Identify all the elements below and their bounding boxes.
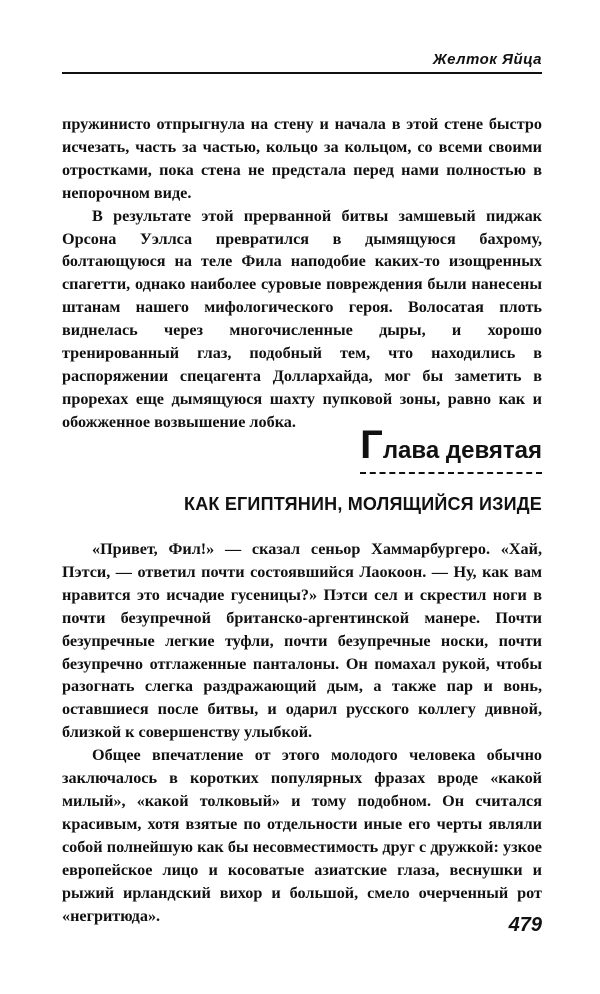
top-text-block [62, 113, 542, 434]
paragraph: Общее впечатление от этого молодого человека обычно заключалось в коротких популярных фразах вроде «какой милый», «какой толковый» и тому подобном. Он считался красивым, хотя взятые по отдельности иные его черты являли собой полнейшую как бы несовместимость друг с дружкой: узкое европейское лицо и косоватые азиатские глаза, веснушки и рыжий ирландский вихор и большой, смело очерченный рот «негритюда». [62, 746, 542, 925]
chapter-title-text: лава девятая [382, 437, 542, 464]
paragraph: В результате этой прерванной битвы замшевый пиджак Орсона Уэллса превратился в дымящуюся бахрому, болтающуюся на теле Фила наподобие каких-то изощренных спагетти, однако наиболее суровые повреждения были нанесены штанам нашего мифологического героя. Волосатая плоть виднелась через многочисленные дыры, и хорошо тренированный глаз, подобный тем, что находились в распоряжении спецагента Доллархайда, мог бы заметить в прорехах еще дымящуюся шахту пупковой зоны, равно как и обожженное возвышение лобка. [62, 206, 542, 431]
section-title: КАК ЕГИПТЯНИН, МОЛЯЩИЙСЯ ИЗИДЕ [184, 494, 542, 514]
chapter-heading [62, 423, 542, 474]
paragraph: «Привет, Фил!» — сказал сеньор Хаммарбургеро. «Хай, Пэтси, — ответил почти состоявшийся Лаокоон. — Ну, как вам нравится это исчадие гусеницы?» Пэтси сел и скрестил ноги в почти безупречной британско-аргентинской манере. Почти безупречные легкие туфли, почти безупречные носки, почти безупречно отглаженные панталоны. Он помахал рукой, чтобы разогнать слегка раздражающий дым, а также пар и вонь, оставшиеся после битвы, и одарил русского коллегу дивной, близкой к совершенству улыбкой. [62, 540, 542, 742]
paragraph: пружинисто отпрыгнула на стену и начала в этой стене быстро исчезать, часть за частью, кольцо за кольцом, со всеми своими отростками, пока стена не предстала перед нами полностью в непорочном виде. [62, 115, 542, 202]
bottom-text-block [62, 538, 542, 927]
page-number: 479 [508, 914, 542, 936]
running-title: Желток Яйца [432, 51, 542, 68]
chapter-title [360, 423, 542, 474]
running-head [62, 50, 542, 74]
chapter-drop-letter: Г [360, 423, 383, 467]
